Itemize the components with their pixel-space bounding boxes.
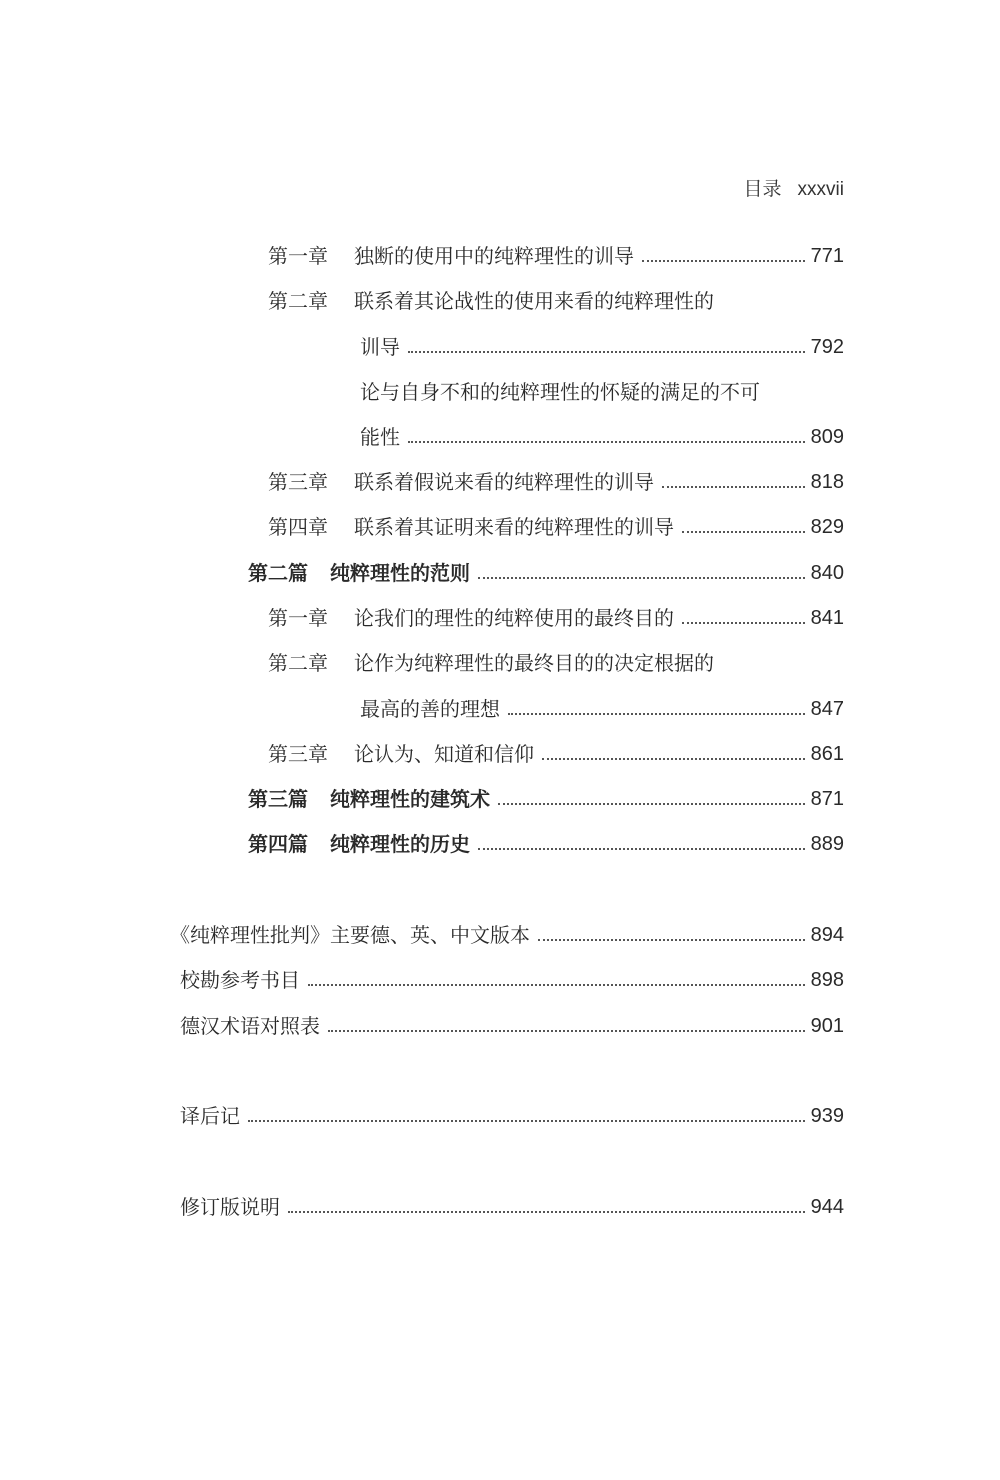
toc-entry-label: 第一章 [268, 606, 328, 630]
toc-entry-title: 联系着其论战性的使用来看的纯粹理性的 [354, 289, 714, 313]
toc-entry-title: 纯粹理性的范则 [330, 561, 470, 585]
toc-leader-dots [662, 486, 805, 488]
toc-entry-title: 修订版说明 [180, 1195, 280, 1219]
toc-entry-page: 847 [810, 698, 844, 720]
toc-entry [268, 238, 844, 268]
toc-entry-label: 第一章 [268, 244, 328, 268]
toc-entry-page: 792 [810, 336, 844, 358]
toc-leader-dots [682, 622, 805, 624]
toc-leader-dots [508, 713, 805, 715]
toc-entry-title: 纯粹理性的历史 [330, 832, 470, 856]
toc-entry-title: 能性 [360, 425, 400, 449]
toc-entry-page: 818 [810, 471, 844, 493]
toc-entry-page: 894 [810, 924, 844, 946]
toc-entry-page: 771 [810, 245, 844, 267]
toc-part-entry [248, 781, 844, 811]
toc-entry-title: 纯粹理性的建筑术 [330, 787, 490, 811]
toc-entry-page: 944 [810, 1196, 844, 1218]
toc-entry-page: 809 [810, 426, 844, 448]
toc-entry-title: 德汉术语对照表 [180, 1014, 320, 1038]
toc-leader-dots [542, 758, 805, 760]
running-header [744, 174, 844, 201]
toc-entry-title: 联系着假说来看的纯粹理性的训导 [354, 470, 654, 494]
toc-entry-title: 校勘参考书目 [180, 968, 300, 992]
toc-leader-dots [408, 441, 805, 443]
toc-entry-label: 第四篇 [248, 832, 308, 856]
toc-leader-dots [642, 260, 805, 262]
toc-appendix-entry [170, 917, 844, 947]
toc-leader-dots [478, 848, 805, 850]
toc-entry-label: 第二章 [268, 651, 328, 675]
toc-entry-continuation [360, 691, 844, 721]
toc-entry-title: 《纯粹理性批判》主要德、英、中文版本 [170, 923, 530, 947]
toc-appendix-entry [180, 1008, 844, 1038]
toc-appendix-entry [180, 1189, 844, 1219]
toc-entry-page: 861 [810, 743, 844, 765]
running-header-section: 目录 [743, 178, 782, 200]
toc-entry [268, 509, 844, 539]
toc-entry [360, 374, 760, 404]
toc-leader-dots [538, 939, 805, 941]
toc-entry-continuation [360, 329, 844, 359]
toc-leader-dots [682, 531, 805, 533]
toc-entry-title: 独断的使用中的纯粹理性的训导 [354, 244, 634, 268]
toc-entry-title: 训导 [360, 335, 400, 359]
toc-entry-page: 840 [810, 562, 844, 584]
toc-entry-title: 论认为、知道和信仰 [354, 742, 534, 766]
toc-entry-page: 898 [810, 969, 844, 991]
toc-entry-label: 第二章 [268, 289, 328, 313]
toc-appendix-entry [180, 1098, 844, 1128]
toc-entry-title: 联系着其证明来看的纯粹理性的训导 [354, 515, 674, 539]
toc-entry-label: 第三篇 [248, 787, 308, 811]
toc-entry [268, 283, 714, 313]
toc-entry-page: 939 [810, 1105, 844, 1127]
toc-entry-label: 第三章 [268, 742, 328, 766]
toc-entry-page: 901 [810, 1015, 844, 1037]
toc-entry [268, 736, 844, 766]
toc-entry-continuation [360, 419, 844, 449]
toc-leader-dots [328, 1030, 805, 1032]
toc-part-entry [248, 555, 844, 585]
toc-entry-label: 第三章 [268, 470, 328, 494]
toc-entry-page: 889 [810, 833, 844, 855]
toc-entry-page: 829 [810, 516, 844, 538]
toc-leader-dots [408, 351, 805, 353]
toc-entry-title: 译后记 [180, 1104, 240, 1128]
toc-entry [268, 464, 844, 494]
toc-appendix-entry [180, 962, 844, 992]
toc-entry [268, 600, 844, 630]
toc-leader-dots [248, 1120, 805, 1122]
toc-entry-title: 论与自身不和的纯粹理性的怀疑的满足的不可 [360, 380, 760, 404]
toc-entry [268, 645, 714, 675]
toc-entry-page: 841 [810, 607, 844, 629]
toc-entry-label: 第四章 [268, 515, 328, 539]
toc-leader-dots [308, 984, 805, 986]
toc-leader-dots [288, 1211, 805, 1213]
toc-entry-title: 最高的善的理想 [360, 697, 500, 721]
toc-leader-dots [498, 803, 805, 805]
toc-entry-label: 第二篇 [248, 561, 308, 585]
toc-entry-page: 871 [810, 788, 844, 810]
toc-leader-dots [478, 577, 805, 579]
running-header-page-number: xxxvii [797, 179, 844, 200]
toc-entry-title: 论我们的理性的纯粹使用的最终目的 [354, 606, 674, 630]
toc-part-entry [248, 826, 844, 856]
toc-entry-title: 论作为纯粹理性的最终目的的决定根据的 [354, 651, 714, 675]
